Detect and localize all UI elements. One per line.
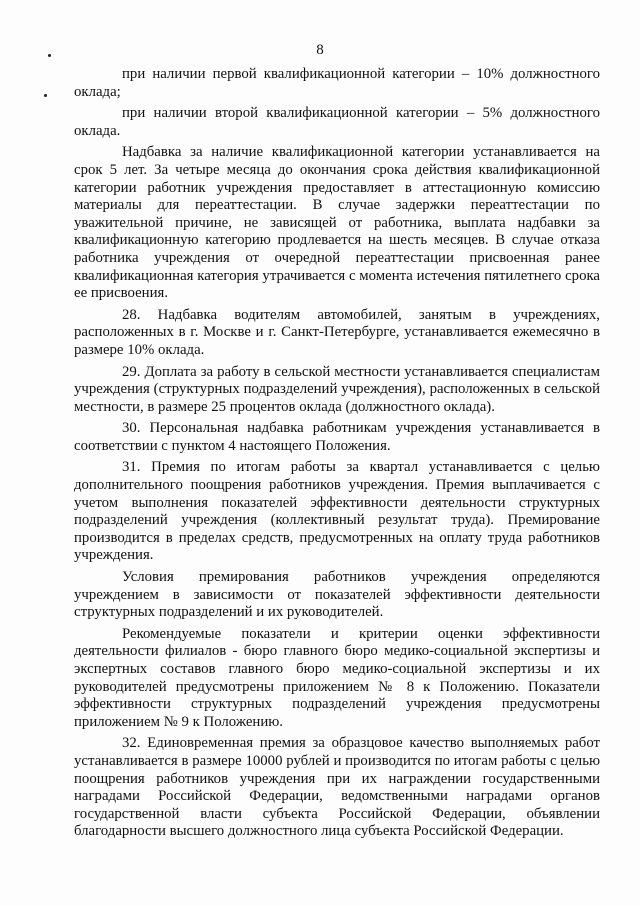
paragraph: Рекомендуемые показатели и критерии оценки эффективности деятельности филиалов - бюро главного бюро медико-социальной экспертизы и экспертных составов главного бюро медико-социальной экспертизы и их руководителей предусмотрены приложением № 8 к Положению. Показатели эффективности структурных подразделений учреждения предусмотрены приложением № 9 к Положению.: [74, 625, 600, 730]
page-number: 8: [316, 42, 324, 58]
paragraph: при наличии первой квалификационной категории – 10% должностного оклада;: [74, 66, 600, 100]
paragraph: 30. Персональная надбавка работникам учреждения устанавливается в соответствии с пунктом 4 настоящего Положения.: [74, 420, 600, 454]
paragraph: Надбавка за наличие квалификационной категории устанавливается на срок 5 лет. За четыре месяца до окончания срока действия квалификационной категории работник учреждения предоставляет в аттестационную комиссию материалы для переаттестации. В случае задержки переаттестации по уважительной причине, не зависящей от работника, выплата надбавки за квалификационную категорию продлевается на шесть месяцев. В случае отказа работника учреждения от очередной переаттестации присвоенная ранее квалификационная категория утрачивается с момента истечения пятилетнего срока ее присвоения.: [74, 144, 600, 302]
scan-speck: [44, 94, 47, 97]
paragraph: 31. Премия по итогам работы за квартал устанавливается с целью дополнительного поощрения работников учреждения. Премия выплачивается с учетом выполнения показателей эффективности деятельности структурных подразделений учреждения (коллективный результат труда). Премирование производится в пределах средств, предусмотренных на оплату труда работников учреждения.: [74, 459, 600, 564]
paragraph: 29. Доплата за работу в сельской местности устанавливается специалистам учреждения (структурных подразделений учреждения), расположенных в сельской местности, в размере 25 процентов оклада (должностного оклада).: [74, 363, 600, 415]
paragraph: при наличии второй квалификационной категории – 5% должностного оклада.: [74, 105, 600, 139]
paragraph: 32. Единовременная премия за образцовое качество выполняемых работ устанавливается в размере 10000 рублей и производится по итогам работы с целью поощрения работников учреждения при их награждении государственными наградами Российской Федерации, ведомственными наградами органов государственной власти субъекта Российской Федерации, объявлении благодарности высшего должностного лица субъекта Российской Федерации.: [74, 735, 600, 840]
document-body: [74, 66, 600, 841]
paragraph: Условия премирования работников учреждения определяются учреждением в зависимости от показателей эффективности деятельности структурных подразделений и их руководителей.: [74, 569, 600, 621]
paragraph: 28. Надбавка водителям автомобилей, занятым в учреждениях, расположенных в г. Москве и г. Санкт-Петербурге, устанавливается ежемесячно в размере 10% оклада.: [74, 306, 600, 358]
